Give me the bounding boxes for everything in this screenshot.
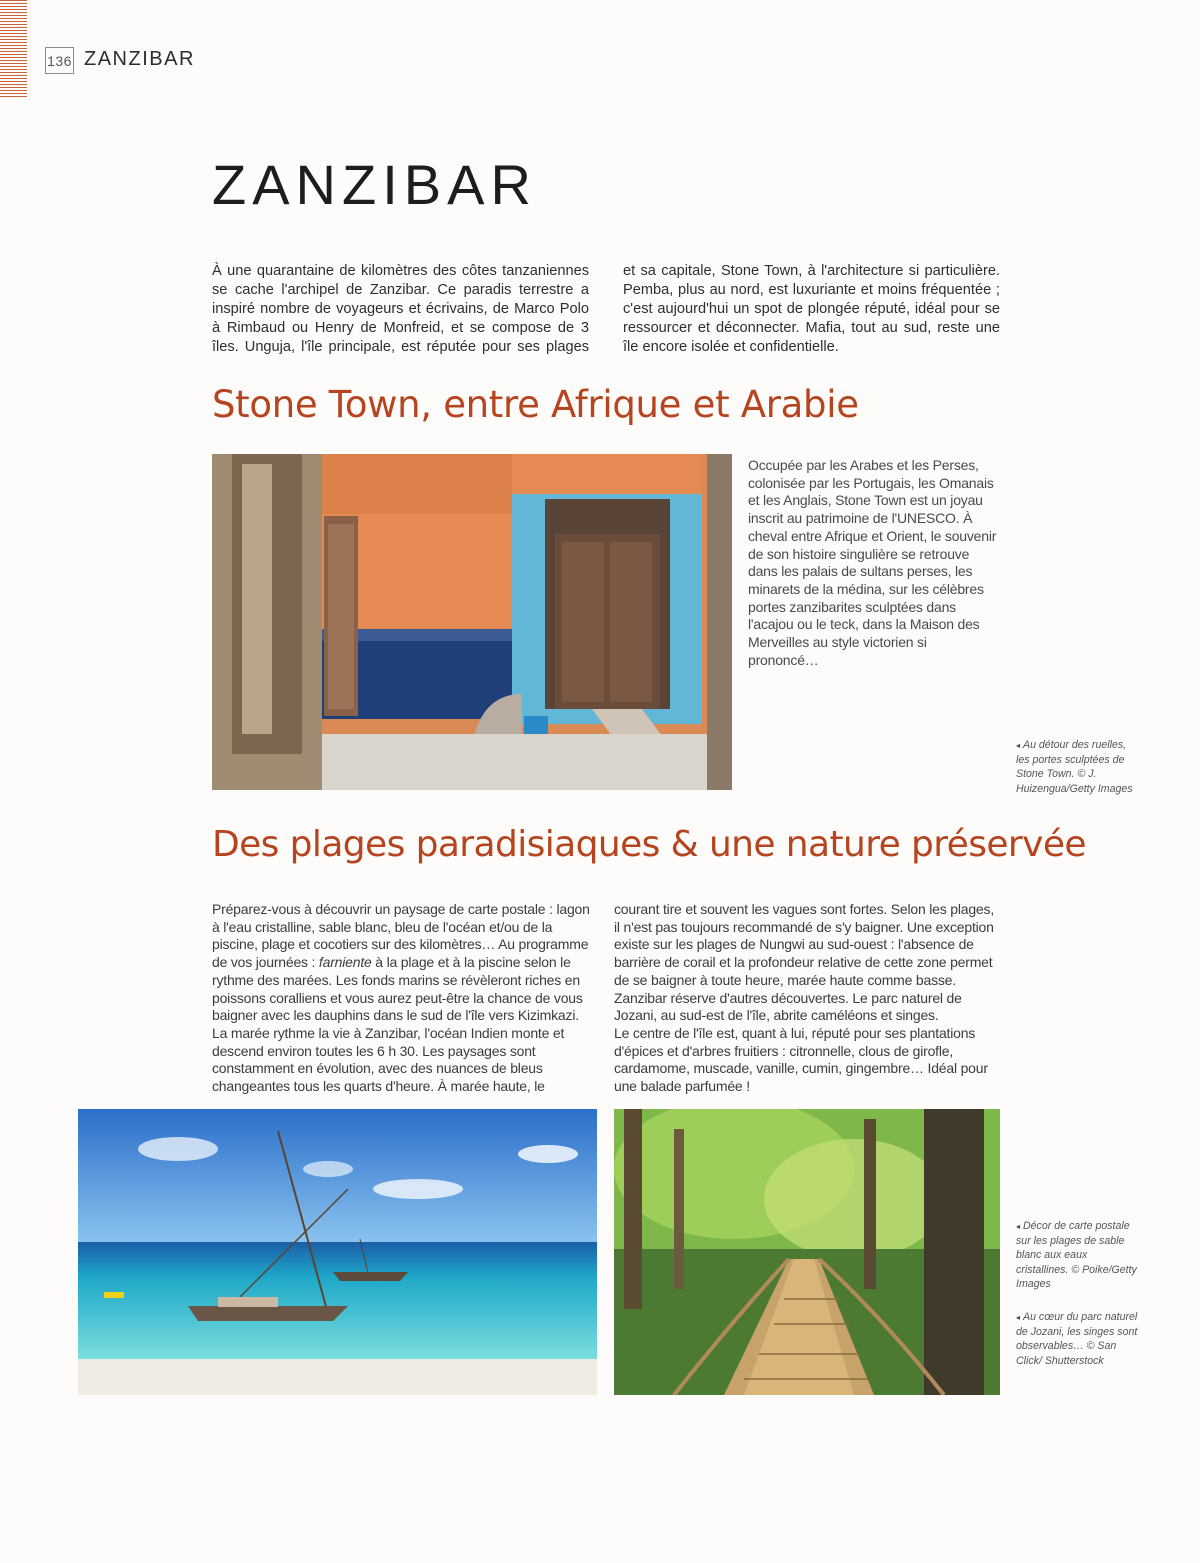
- forest-caption: [1016, 1310, 1141, 1368]
- caption-marker-icon: ◂: [1016, 741, 1021, 750]
- beach-caption-text: Décor de carte postale sur les plages de sable blanc aux eaux cristallines. © Poike/Getty Images: [1016, 1220, 1137, 1290]
- beach-caption: [1016, 1219, 1141, 1291]
- beaches-text-column-2: [614, 901, 1000, 1096]
- intro-paragraph: À une quarantaine de kilomètres des côtes tanzaniennes se cache l'archipel de Zanzibar. Ce paradis terrestre a inspiré nombre de voyageurs et écrivains, de Marco Polo à Rimbaud ou Henry de Monfreid, et se compose de 3 îles. Unguja, l'île principale, est réputée pour ses plages et sa capitale, Stone Town, à l'architecture si particulière. Pemba, plus au nord, est luxuriante et moins fréquentée ; c'est aujourd'hui un spot de plongée réputé, idéal pour se ressourcer et déconnecter. Mafia, tout au sud, reste une île encore isolée et confidentielle.: [212, 263, 1000, 355]
- beaches-p1-start: Préparez-vous à découvrir un paysage de carte postale : lagon à l'eau cristalline, sable blanc, bleu de l'océan et/ou de la piscine, plage et cocotiers sur des kilomètres… Au programme de vos journées :: [212, 901, 590, 971]
- stone-town-text: Occupée par les Arabes et les Perses, colonisée par les Portugais, les Omanais et les Anglais, Stone Town est un joyau inscrit au patrimoine de l'UNESCO. À cheval entre Afrique et Orient, le souvenir de son histoire singulière se retrouve dans les palais de sultans perses, les minarets de la médina, sur les célèbres portes zanzibarites sculptées dans l'acajou ou le teck, dans la Maison des Merveilles au style victorien si prononcé…: [748, 457, 997, 668]
- running-head: ZANZIBAR: [84, 48, 195, 70]
- beaches-paragraph-4: Zanzibar réserve d'autres découvertes. Le parc naturel de Jozani, au sud-est de l'île, abrite caméléons et singes.: [614, 989, 962, 1024]
- beaches-p1-end: à la plage et à la piscine selon le rythme des marées. Les fonds marins se révèleront riches en poissons coralliens et vous aurez peut-être la chance de vous baigner avec les dauphins dans le sud de l'île vers Kizimkazi.: [212, 954, 583, 1024]
- forest-caption-text: Au cœur du parc naturel de Jozani, les singes sont observables… © San Click/ Shutterstock: [1016, 1311, 1138, 1367]
- beaches-paragraph-3: courant tire et souvent les vagues sont fortes. Selon les plages, il n'est pas toujours recommandé de s'y baigner. Une exception existe sur les plages de Nungwi au sud-ouest : l'absence de barrière de corail et la profondeur relative de cette zone permet de se baigner à toute heure, marée haute comme basse.: [614, 901, 995, 988]
- beaches-paragraph-1: [212, 901, 598, 1025]
- stone-town-caption: [1016, 738, 1141, 796]
- beaches-text-column-1: [212, 901, 598, 1096]
- beach-dhow-photo: [78, 1109, 597, 1395]
- section-heading-stone-town: Stone Town, entre Afrique et Arabie: [212, 383, 859, 426]
- decorative-stripes: [0, 0, 27, 98]
- beaches-paragraph-2: La marée rythme la vie à Zanzibar, l'océan Indien monte et descend environ toutes les 6 h 30. Les paysages sont constamment en évolution, avec des nuances de bleus changeantes tous les quarts d'heure. À marée haute, le: [212, 1024, 565, 1095]
- beaches-p1-emphasis: farniente: [318, 954, 372, 971]
- section-heading-beaches: Des plages paradisiaques & une nature préservée: [212, 824, 1086, 865]
- beaches-paragraph-5: Le centre de l'île est, quant à lui, réputé pour ses plantations d'épices et d'arbres fruitiers : citronnelle, clous de girofle, cardamome, muscade, vanille, cumin, gingembre… Idéal pour une balade parfumée !: [614, 1024, 988, 1095]
- page-number: 136: [45, 47, 74, 74]
- page-title: ZANZIBAR: [212, 153, 537, 216]
- jozani-forest-photo: [614, 1109, 1000, 1395]
- caption-marker-icon: ◂: [1016, 1313, 1021, 1322]
- stone-town-caption-text: Au détour des ruelles, les portes sculptées de Stone Town. © J. Huizengua/Getty Images: [1016, 739, 1133, 795]
- stone-town-door-photo: [212, 454, 732, 790]
- caption-marker-icon: ◂: [1016, 1222, 1021, 1231]
